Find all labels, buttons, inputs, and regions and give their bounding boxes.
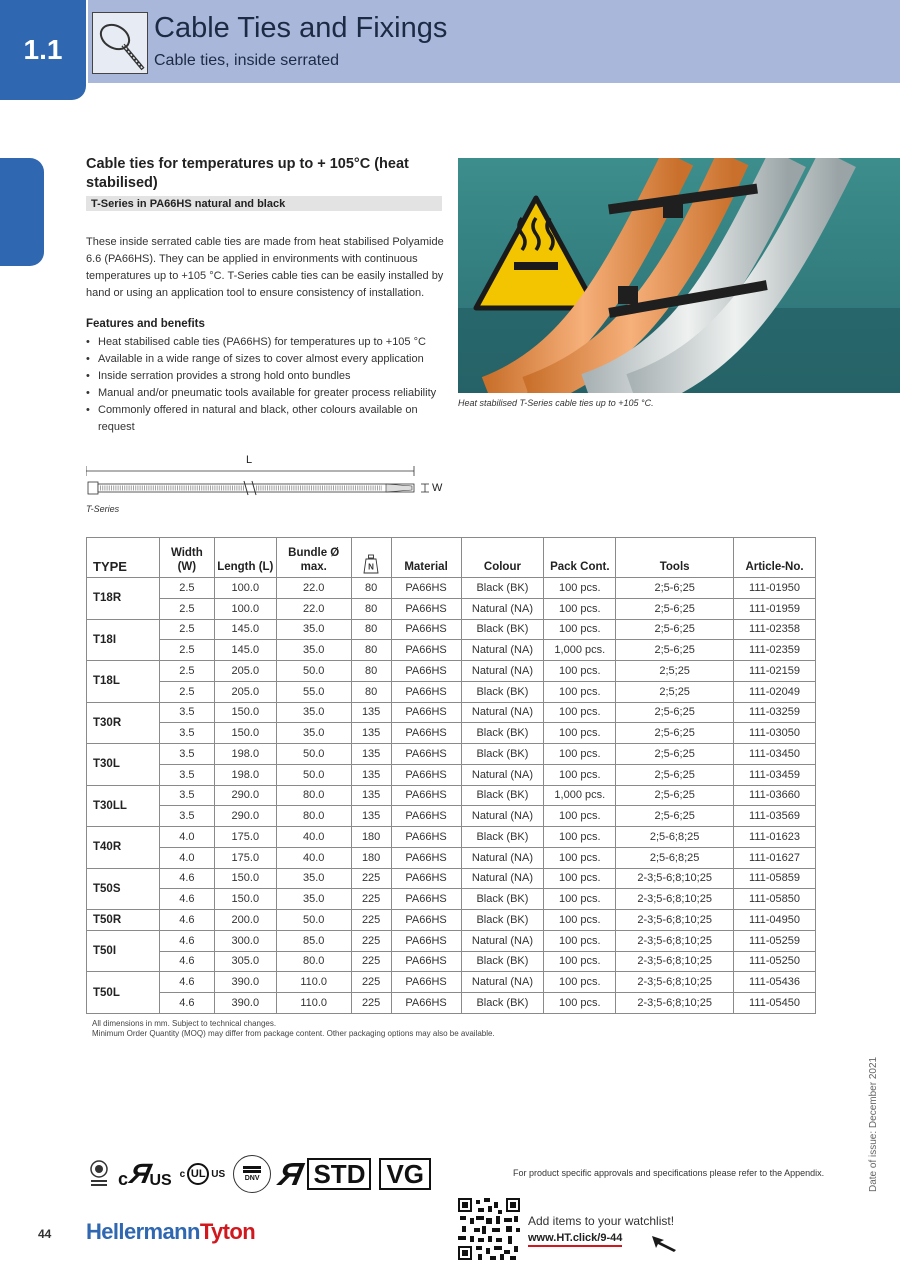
tools-cell: 2-3;5-6;8;10;25 <box>616 868 734 889</box>
table-row <box>87 619 816 640</box>
width-cell: 4.0 <box>159 847 214 868</box>
pack-cell: 100 pcs. <box>544 619 616 640</box>
tensile-cell: 80 <box>351 681 391 702</box>
pack-cell: 100 pcs. <box>544 868 616 889</box>
pack-cell: 100 pcs. <box>544 744 616 765</box>
article-cell: 111-01950 <box>734 578 816 599</box>
tensile-cell: 80 <box>351 578 391 599</box>
material-cell: PA66HS <box>391 827 461 848</box>
brand-logo <box>86 1219 255 1245</box>
table-row <box>87 951 816 972</box>
width-cell: 2.5 <box>159 640 214 661</box>
tensile-cell: 225 <box>351 910 391 931</box>
material-cell: PA66HS <box>391 578 461 599</box>
tensile-cell: 180 <box>351 847 391 868</box>
diagram-caption: T-Series <box>86 504 120 514</box>
side-tab <box>0 158 44 266</box>
pack-cell: 100 pcs. <box>544 993 616 1014</box>
bundle-cell: 85.0 <box>276 930 351 951</box>
feature-item: • Available in a wide range of sizes to cover almost every application <box>86 351 446 368</box>
colour-cell: Natural (NA) <box>461 847 544 868</box>
tools-cell: 2;5-6;25 <box>616 640 734 661</box>
bundle-cell: 50.0 <box>276 661 351 682</box>
pack-cell: 100 pcs. <box>544 578 616 599</box>
vg-mark: VG <box>379 1158 431 1190</box>
tools-cell: 2;5-6;25 <box>616 578 734 599</box>
tensile-cell: 135 <box>351 702 391 723</box>
chapter-number: 1.1 <box>23 34 63 65</box>
std-mark: STD <box>307 1158 371 1190</box>
table-row <box>87 868 816 889</box>
type-cell: T30L <box>87 744 160 786</box>
pack-cell: 100 pcs. <box>544 827 616 848</box>
pack-cell: 100 pcs. <box>544 889 616 910</box>
bundle-cell: 40.0 <box>276 847 351 868</box>
table-row <box>87 702 816 723</box>
tools-cell: 2;5-6;25 <box>616 702 734 723</box>
watchlist-text: Add items to your watchlist! <box>528 1214 675 1228</box>
article-cell: 111-04950 <box>734 910 816 931</box>
type-cell: T30R <box>87 702 160 744</box>
pack-cell: 100 pcs. <box>544 723 616 744</box>
bundle-cell: 22.0 <box>276 598 351 619</box>
bundle-cell: 40.0 <box>276 827 351 848</box>
colour-cell: Black (BK) <box>461 951 544 972</box>
table-row <box>87 993 816 1014</box>
material-cell: PA66HS <box>391 847 461 868</box>
material-cell: PA66HS <box>391 764 461 785</box>
article-cell: 111-03459 <box>734 764 816 785</box>
bundle-cell: 110.0 <box>276 993 351 1014</box>
length-cell: 290.0 <box>214 806 276 827</box>
tensile-cell: 225 <box>351 951 391 972</box>
colour-cell: Black (BK) <box>461 785 544 806</box>
table-row <box>87 744 816 765</box>
colour-cell: Black (BK) <box>461 827 544 848</box>
pack-cell: 100 pcs. <box>544 764 616 785</box>
feature-item: • Manual and/or pneumatic tools available for greater process reliability <box>86 385 446 402</box>
length-cell: 100.0 <box>214 578 276 599</box>
article-cell: 111-05250 <box>734 951 816 972</box>
feature-item: • Commonly offered in natural and black, other colours available on request <box>86 402 446 436</box>
bundle-cell: 110.0 <box>276 972 351 993</box>
material-cell: PA66HS <box>391 806 461 827</box>
tensile-cell: 225 <box>351 930 391 951</box>
colour-cell: Black (BK) <box>461 744 544 765</box>
width-cell: 4.6 <box>159 868 214 889</box>
table-row <box>87 661 816 682</box>
article-cell: 111-02358 <box>734 619 816 640</box>
issue-date: Date of issue: December 2021 <box>868 1056 879 1192</box>
length-cell: 100.0 <box>214 598 276 619</box>
tensile-label: N <box>368 562 375 572</box>
type-cell: T18I <box>87 619 160 661</box>
material-cell: PA66HS <box>391 951 461 972</box>
width-cell: 3.5 <box>159 764 214 785</box>
table-row <box>87 764 816 785</box>
article-cell: 111-03569 <box>734 806 816 827</box>
article-cell: 111-01623 <box>734 827 816 848</box>
approval-marks <box>88 1155 431 1193</box>
colour-cell: Natural (NA) <box>461 640 544 661</box>
width-cell: 3.5 <box>159 744 214 765</box>
tensile-cell: 135 <box>351 744 391 765</box>
article-cell: 111-05436 <box>734 972 816 993</box>
colour-cell: Black (BK) <box>461 578 544 599</box>
material-cell: PA66HS <box>391 910 461 931</box>
width-cell: 2.5 <box>159 619 214 640</box>
colour-cell: Natural (NA) <box>461 598 544 619</box>
length-cell: 150.0 <box>214 889 276 910</box>
col-bundle: Bundle Ø max. <box>276 538 351 578</box>
pack-cell: 100 pcs. <box>544 972 616 993</box>
tensile-cell: 135 <box>351 806 391 827</box>
bundle-cell: 80.0 <box>276 951 351 972</box>
col-article: Article-No. <box>734 538 816 578</box>
intro-paragraph: These inside serrated cable ties are made from heat stabilised Polyamide 6.6 (PA66HS). They can be applied in environments with continuous temperatures up to +105 °C. T-Series cable ties can be easily installed by hand or using an application tool to ensure consistency of installation. <box>86 236 444 299</box>
table-row <box>87 910 816 931</box>
tensile-cell: 225 <box>351 889 391 910</box>
bundle-cell: 35.0 <box>276 889 351 910</box>
tools-cell: 2-3;5-6;8;10;25 <box>616 910 734 931</box>
colour-cell: Black (BK) <box>461 619 544 640</box>
type-cell: T18L <box>87 661 160 703</box>
pack-cell: 100 pcs. <box>544 681 616 702</box>
colour-cell: Natural (NA) <box>461 930 544 951</box>
col-width: Width (W) <box>159 538 214 578</box>
bundle-cell: 50.0 <box>276 764 351 785</box>
width-cell: 2.5 <box>159 681 214 702</box>
cursor-arrow-icon <box>650 1234 680 1252</box>
table-body <box>87 578 816 1014</box>
type-cell: T50I <box>87 930 160 972</box>
material-cell: PA66HS <box>391 785 461 806</box>
width-cell: 4.6 <box>159 889 214 910</box>
article-cell: 111-05850 <box>734 889 816 910</box>
tools-cell: 2-3;5-6;8;10;25 <box>616 972 734 993</box>
length-label: L <box>246 454 253 466</box>
col-colour: Colour <box>461 538 544 578</box>
length-cell: 205.0 <box>214 661 276 682</box>
bundle-cell: 35.0 <box>276 619 351 640</box>
tools-cell: 2-3;5-6;8;10;25 <box>616 930 734 951</box>
material-cell: PA66HS <box>391 661 461 682</box>
brand-name-part1: Hellermann <box>86 1219 200 1244</box>
width-cell: 2.5 <box>159 578 214 599</box>
tensile-cell: 225 <box>351 993 391 1014</box>
colour-cell: Natural (NA) <box>461 972 544 993</box>
tensile-cell: 180 <box>351 827 391 848</box>
length-cell: 198.0 <box>214 744 276 765</box>
tensile-cell: 80 <box>351 640 391 661</box>
tensile-cell: 80 <box>351 598 391 619</box>
tools-cell: 2-3;5-6;8;10;25 <box>616 889 734 910</box>
table-row <box>87 578 816 599</box>
feature-item: • Heat stabilised cable ties (PA66HS) for temperatures up to +105 °C <box>86 334 446 351</box>
col-tools: Tools <box>616 538 734 578</box>
footnote: Minimum Order Quantity (MOQ) may differ from package content. Other packaging options may also be available. <box>92 1029 495 1038</box>
article-cell: 111-03450 <box>734 744 816 765</box>
bundle-cell: 35.0 <box>276 640 351 661</box>
colour-cell: Natural (NA) <box>461 868 544 889</box>
width-cell: 2.5 <box>159 598 214 619</box>
width-cell: 4.6 <box>159 972 214 993</box>
length-cell: 200.0 <box>214 910 276 931</box>
colour-cell: Black (BK) <box>461 681 544 702</box>
length-cell: 175.0 <box>214 827 276 848</box>
length-cell: 305.0 <box>214 951 276 972</box>
features-list <box>86 334 446 436</box>
material-cell: PA66HS <box>391 723 461 744</box>
material-cell: PA66HS <box>391 640 461 661</box>
colour-cell: Natural (NA) <box>461 661 544 682</box>
table-row <box>87 847 816 868</box>
colour-cell: Natural (NA) <box>461 702 544 723</box>
c-mark: c <box>118 1169 129 1189</box>
width-cell: 4.0 <box>159 827 214 848</box>
page-number: 44 <box>38 1227 52 1241</box>
appendix-note: For product specific approvals and specifications please refer to the Appendix. <box>513 1168 825 1178</box>
pack-cell: 100 pcs. <box>544 598 616 619</box>
bundle-cell: 80.0 <box>276 806 351 827</box>
col-material: Material <box>391 538 461 578</box>
pack-cell: 100 pcs. <box>544 910 616 931</box>
cable-tie-diagram <box>86 452 456 500</box>
length-cell: 290.0 <box>214 785 276 806</box>
article-cell: 111-02359 <box>734 640 816 661</box>
table-row <box>87 681 816 702</box>
width-cell: 3.5 <box>159 785 214 806</box>
width-cell: 3.5 <box>159 723 214 744</box>
tensile-cell: 135 <box>351 723 391 744</box>
dnv-icon <box>233 1155 271 1193</box>
colour-cell: Natural (NA) <box>461 806 544 827</box>
length-cell: 145.0 <box>214 619 276 640</box>
certification-seal-icon <box>88 1159 110 1189</box>
width-cell: 3.5 <box>159 806 214 827</box>
article-cell: 111-01627 <box>734 847 816 868</box>
col-pack: Pack Cont. <box>544 538 616 578</box>
table-row <box>87 723 816 744</box>
bundle-cell: 35.0 <box>276 723 351 744</box>
tensile-cell: 80 <box>351 661 391 682</box>
tensile-cell: 225 <box>351 972 391 993</box>
article-cell: 111-03660 <box>734 785 816 806</box>
article-cell: 111-02049 <box>734 681 816 702</box>
section-title: Cable ties for temperatures up to + 105°C (heat stabilised) <box>86 156 409 191</box>
pack-cell: 100 pcs. <box>544 702 616 723</box>
footnote: All dimensions in mm. Subject to technical changes. <box>92 1019 277 1028</box>
bundle-cell: 50.0 <box>276 910 351 931</box>
article-cell: 111-05859 <box>734 868 816 889</box>
tools-cell: 2;5-6;8;25 <box>616 827 734 848</box>
tools-cell: 2;5-6;25 <box>616 806 734 827</box>
tools-cell: 2;5-6;25 <box>616 764 734 785</box>
bundle-cell: 50.0 <box>276 744 351 765</box>
pack-cell: 100 pcs. <box>544 951 616 972</box>
c-mark: c <box>179 1168 186 1180</box>
width-cell: 4.6 <box>159 951 214 972</box>
tensile-weight-icon <box>363 554 379 574</box>
col-length: Length (L) <box>214 538 276 578</box>
material-cell: PA66HS <box>391 744 461 765</box>
length-cell: 150.0 <box>214 723 276 744</box>
tensile-cell: 135 <box>351 785 391 806</box>
product-photo <box>458 158 900 393</box>
product-table <box>86 537 816 1014</box>
ul-listed-c-us-icon: c UL US <box>180 1163 225 1185</box>
type-cell: T50S <box>87 868 160 910</box>
article-cell: 111-01959 <box>734 598 816 619</box>
table-footnotes <box>92 1019 495 1039</box>
series-label: T-Series in PA66HS natural and black <box>86 196 442 211</box>
length-cell: 390.0 <box>214 993 276 1014</box>
material-cell: PA66HS <box>391 868 461 889</box>
col-type: TYPE <box>87 538 160 578</box>
pack-cell: 1,000 pcs. <box>544 640 616 661</box>
us-mark: US <box>149 1172 172 1189</box>
material-cell: PA66HS <box>391 619 461 640</box>
material-cell: PA66HS <box>391 889 461 910</box>
table-header-row <box>87 538 816 578</box>
tools-cell: 2;5-6;25 <box>616 598 734 619</box>
length-cell: 145.0 <box>214 640 276 661</box>
length-cell: 150.0 <box>214 868 276 889</box>
tools-cell: 2;5-6;25 <box>616 619 734 640</box>
material-cell: PA66HS <box>391 993 461 1014</box>
tools-cell: 2;5;25 <box>616 661 734 682</box>
page-subtitle: Cable ties, inside serrated <box>154 52 339 69</box>
tools-cell: 2-3;5-6;8;10;25 <box>616 993 734 1014</box>
width-cell: 3.5 <box>159 702 214 723</box>
tensile-cell: 135 <box>351 764 391 785</box>
article-cell: 111-02159 <box>734 661 816 682</box>
tools-cell: 2;5;25 <box>616 681 734 702</box>
type-cell: T18R <box>87 578 160 620</box>
length-cell: 198.0 <box>214 764 276 785</box>
us-mark: US <box>211 1168 226 1180</box>
type-cell: T30LL <box>87 785 160 827</box>
type-cell: T50R <box>87 910 160 931</box>
brand-name-part2: Tyton <box>199 1219 256 1244</box>
length-cell: 300.0 <box>214 930 276 951</box>
article-cell: 111-03259 <box>734 702 816 723</box>
tensile-cell: 80 <box>351 619 391 640</box>
pack-cell: 100 pcs. <box>544 930 616 951</box>
page-title: Cable Ties and Fixings <box>154 12 448 44</box>
features-title: Features and benefits <box>86 318 205 330</box>
table-row <box>87 889 816 910</box>
colour-cell: Black (BK) <box>461 723 544 744</box>
material-cell: PA66HS <box>391 972 461 993</box>
material-cell: PA66HS <box>391 930 461 951</box>
col-tensile <box>351 538 391 578</box>
table-row <box>87 827 816 848</box>
width-label: W <box>432 482 443 494</box>
pack-cell: 1,000 pcs. <box>544 785 616 806</box>
length-cell: 390.0 <box>214 972 276 993</box>
tensile-cell: 225 <box>351 868 391 889</box>
article-cell: 111-05259 <box>734 930 816 951</box>
material-cell: PA66HS <box>391 598 461 619</box>
feature-item: • Inside serration provides a strong hold onto bundles <box>86 368 446 385</box>
chapter-tab <box>0 0 86 100</box>
type-cell: T40R <box>87 827 160 869</box>
tools-cell: 2-3;5-6;8;10;25 <box>616 951 734 972</box>
pack-cell: 100 pcs. <box>544 806 616 827</box>
colour-cell: Black (BK) <box>461 910 544 931</box>
length-cell: 150.0 <box>214 702 276 723</box>
article-cell: 111-03050 <box>734 723 816 744</box>
colour-cell: Black (BK) <box>461 993 544 1014</box>
table-row <box>87 972 816 993</box>
colour-cell: Natural (NA) <box>461 764 544 785</box>
dnv-label: DNV <box>244 1175 260 1182</box>
tools-cell: 2;5-6;25 <box>616 785 734 806</box>
tools-cell: 2;5-6;8;25 <box>616 847 734 868</box>
bundle-cell: 80.0 <box>276 785 351 806</box>
watchlist-link[interactable]: www.HT.click/9-44 <box>528 1232 622 1247</box>
photo-caption: Heat stabilised T-Series cable ties up to +105 °C. <box>458 398 654 408</box>
qr-code[interactable] <box>458 1198 520 1260</box>
width-cell: 4.6 <box>159 930 214 951</box>
table-row <box>87 806 816 827</box>
table-row <box>87 785 816 806</box>
colour-cell: Black (BK) <box>461 889 544 910</box>
bundle-cell: 35.0 <box>276 868 351 889</box>
material-cell: PA66HS <box>391 702 461 723</box>
material-cell: PA66HS <box>391 681 461 702</box>
length-cell: 205.0 <box>214 681 276 702</box>
table-row <box>87 598 816 619</box>
tools-cell: 2;5-6;25 <box>616 723 734 744</box>
article-cell: 111-05450 <box>734 993 816 1014</box>
table-row <box>87 930 816 951</box>
bundle-cell: 35.0 <box>276 702 351 723</box>
length-cell: 175.0 <box>214 847 276 868</box>
width-cell: 2.5 <box>159 661 214 682</box>
ul-recognized-c-us-icon: c Я US <box>118 1158 172 1189</box>
table-row <box>87 640 816 661</box>
tools-cell: 2;5-6;25 <box>616 744 734 765</box>
bundle-cell: 22.0 <box>276 578 351 599</box>
bundle-cell: 55.0 <box>276 681 351 702</box>
width-cell: 4.6 <box>159 993 214 1014</box>
pack-cell: 100 pcs. <box>544 661 616 682</box>
ul-recognized-icon: Я <box>275 1155 304 1192</box>
cable-tie-icon <box>92 12 148 74</box>
pack-cell: 100 pcs. <box>544 847 616 868</box>
type-cell: T50L <box>87 972 160 1014</box>
width-cell: 4.6 <box>159 910 214 931</box>
